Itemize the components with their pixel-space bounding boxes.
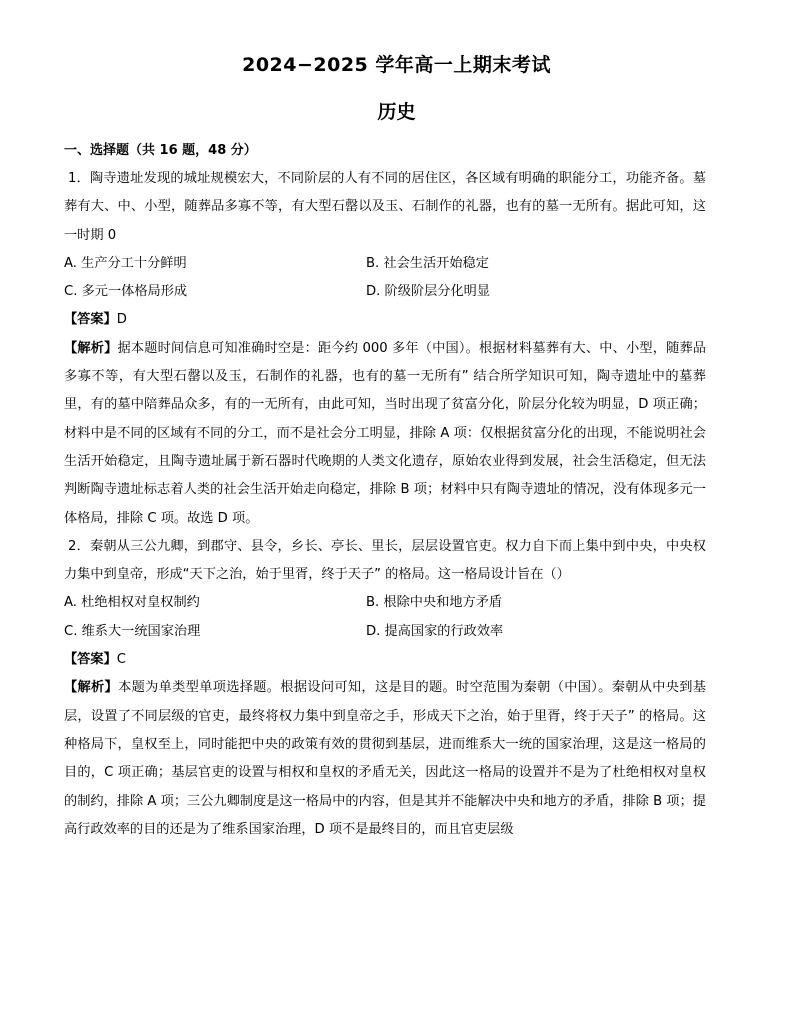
question-2-stem	[64, 533, 706, 590]
question-1-options-row-2	[64, 278, 706, 306]
question-2-option-a: A. 杜绝相权对皇权制约	[64, 595, 200, 611]
question-2-option-c: C. 维系大一统国家治理	[64, 623, 201, 639]
question-1-options-row-1	[64, 250, 706, 278]
question-1-analysis	[64, 335, 706, 533]
section-heading: 一、选择题（共 16 题，48 分）	[64, 143, 257, 158]
question-2-analysis	[64, 674, 706, 844]
question-1-answer	[64, 306, 706, 334]
question-2-analysis-text: 本题为单类型单项选择题。根据设问可知，这是目的题。时空范围为秦朝（中国）。秦朝从中央到基层，设置了不同层级的官吏，最终将权力集中到皇帝之手，形成天下之治，始于里胥，终于天子” 的格局。这种格局下，皇权至上，同时能把中央的政策有效的贯彻到基层，进而维系大一统的国家治理，这是这一格局的目的，C 项正确；基层官吏的设置与相权和皇权的矛盾无关，因此这一格局的设置并不是为了杜绝相权对皇权的制约，排除 A 项；三公九卿制度是这一格局中的内容，但是其并不能解决中央和地方的矛盾，排除 B 项；提高行政效率的目的还是为了维系国家治理，D 项不是最终目的，而且官吏层级	[64, 680, 706, 837]
question-1-option-a: A. 生产分工十分鲜明	[64, 255, 187, 271]
question-2-options-row-2	[64, 618, 706, 646]
question-2-answer	[64, 646, 706, 674]
question-2-option-b: B. 根除中央和地方矛盾	[366, 595, 503, 611]
question-2-stem-text: 2．秦朝从三公九卿，到郡守、县令，乡长、亭长、里长，层层设置官吏。权力自下而上集中到中央，中央权力集中到皇帝，形成“天下之治，始于里胥，终于天子” 的格局。这一格局设计旨在（）	[64, 538, 706, 583]
answer-tag: 【答案】	[64, 652, 117, 668]
document-subtitle: 历史	[377, 101, 416, 123]
question-2-option-d: D. 提高国家的行政效率	[366, 623, 504, 639]
analysis-tag: 【解析】	[64, 340, 118, 356]
question-2-options-row-1	[64, 589, 706, 617]
question-1-answer-value: D	[116, 312, 127, 328]
question-1-analysis-text: 据本题时间信息可知准确时空是：距今约 000 多年（中国）。根据材料墓葬有大、中、小型，随葬品多寡不等，有大型石罄以及玉，石制作的礼器，也有的墓一无所有” 结合所学知识可知，陶寺遗址中的墓葬里，有的墓中陪葬品众多，有的一无所有，由此可知，当时出现了贫富分化，阶层分化较为明显，D 项正确；材料中是不同的区域有不同的分工，而不是社会分工明显，排除 A 项：仅根据贫富分化的出现，不能说明社会生活开始稳定，且陶寺遗址属于新石器时代晚期的人类文化遗存，原始农业得到发展，社会生活稳定，但无法判断陶寺遗址标志着人类的社会生活开始走向稳定，排除 B 项；材料中只有陶寺遗址的情况，没有体现多元一体格局，排除 C 项。故选 D 项。	[64, 340, 706, 526]
question-1-option-d: D. 阶级阶层分化明显	[366, 284, 491, 300]
question-1-option-c: C. 多元一体格局形成	[64, 284, 188, 300]
question-1-option-b: B. 社会生活开始稳定	[366, 255, 489, 271]
questions-content	[64, 165, 706, 844]
analysis-tag: 【解析】	[64, 680, 119, 696]
question-1-stem-text: 1．陶寺遗址发现的城址规模宏大，不同阶层的人有不同的居住区，各区域有明确的职能分工，功能齐备。墓葬有大、中、小型，随葬品多寡不等，有大型石罄以及玉、石制作的礼器，也有的墓一无所有。据此可知，这一时期 0	[64, 171, 706, 243]
question-2-answer-value: C	[116, 652, 126, 668]
question-1-stem	[64, 165, 706, 250]
document-title: 2024−2025 学年高一上期末考试	[242, 54, 551, 76]
answer-tag: 【答案】	[64, 312, 117, 328]
